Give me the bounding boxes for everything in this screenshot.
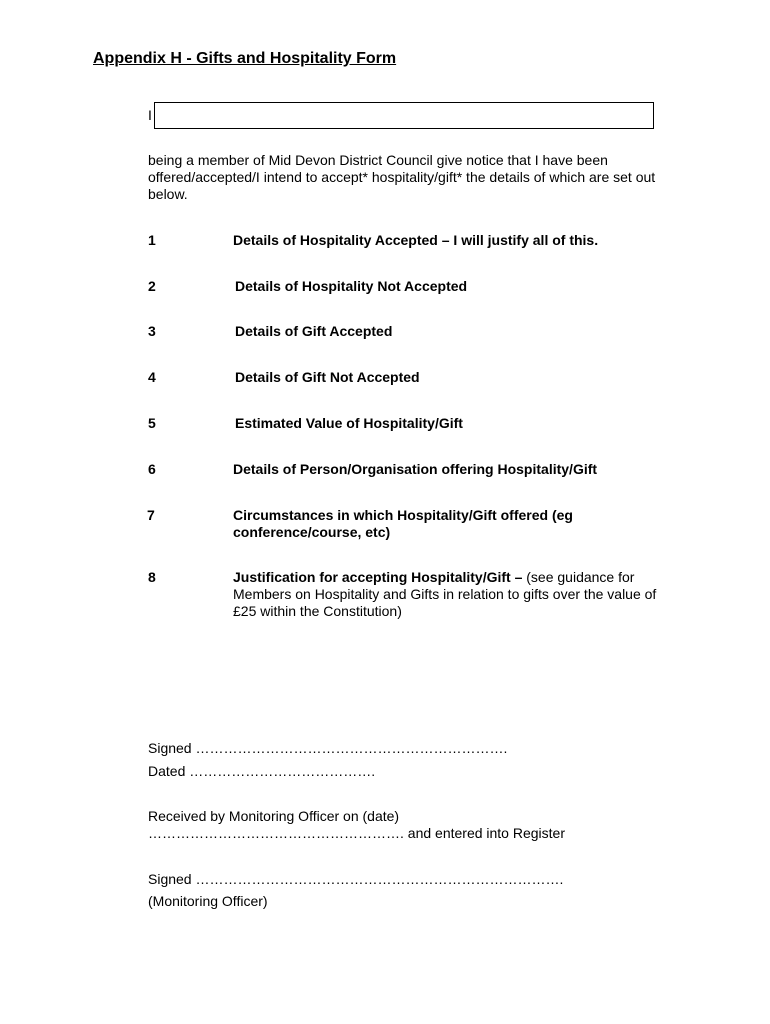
item-1-number: 1 bbox=[148, 232, 156, 248]
item-5-text: Estimated Value of Hospitality/Gift bbox=[235, 415, 463, 431]
item-2-text: Details of Hospitality Not Accepted bbox=[235, 278, 468, 294]
item-7-number: 7 bbox=[147, 507, 155, 523]
item-1-text: Details of Hospitality Accepted – I will justify all of this. bbox=[233, 232, 599, 248]
monitoring-officer-signed-line: Signed ……………………………………………………………………. bbox=[148, 871, 564, 887]
intro-paragraph: being a member of Mid Devon District Council give notice that I have been offered/accepted/I intend to accept* hospitality/gift* the details of which are set out below. bbox=[148, 152, 656, 202]
item-6-number: 6 bbox=[148, 461, 156, 477]
monitoring-officer-label: (Monitoring Officer) bbox=[148, 893, 268, 909]
name-field[interactable] bbox=[154, 102, 654, 129]
item-5-number: 5 bbox=[148, 415, 156, 431]
item-3-text: Details of Gift Accepted bbox=[235, 323, 393, 339]
item-4-text: Details of Gift Not Accepted bbox=[235, 369, 420, 385]
item-2-number: 2 bbox=[148, 278, 156, 294]
item-3-number: 3 bbox=[148, 323, 156, 339]
received-entry-line: ………………………………………………. and entered into Register bbox=[148, 825, 565, 841]
received-label: Received by Monitoring Officer on (date) bbox=[148, 808, 400, 824]
signed-line: Signed …………………………………………………………. bbox=[148, 740, 508, 756]
item-8-text bbox=[233, 569, 673, 620]
item-8-guidance: (see guidance for Members on Hospitality and Gifts in relation to gifts over the value of £25 within the Constitution) bbox=[233, 569, 657, 619]
page-title: Appendix H - Gifts and Hospitality Form bbox=[93, 50, 397, 67]
item-8-heading: Justification for accepting Hospitality/Gift – bbox=[233, 569, 523, 585]
item-8-number: 8 bbox=[148, 569, 156, 585]
item-7-text: Circumstances in which Hospitality/Gift offered (eg conference/course, etc) bbox=[233, 507, 573, 540]
item-6-text: Details of Person/Organisation offering Hospitality/Gift bbox=[233, 461, 598, 477]
item-4-number: 4 bbox=[148, 369, 156, 385]
name-prefix: I bbox=[148, 107, 152, 123]
dated-line: Dated …………………………………. bbox=[148, 763, 376, 779]
